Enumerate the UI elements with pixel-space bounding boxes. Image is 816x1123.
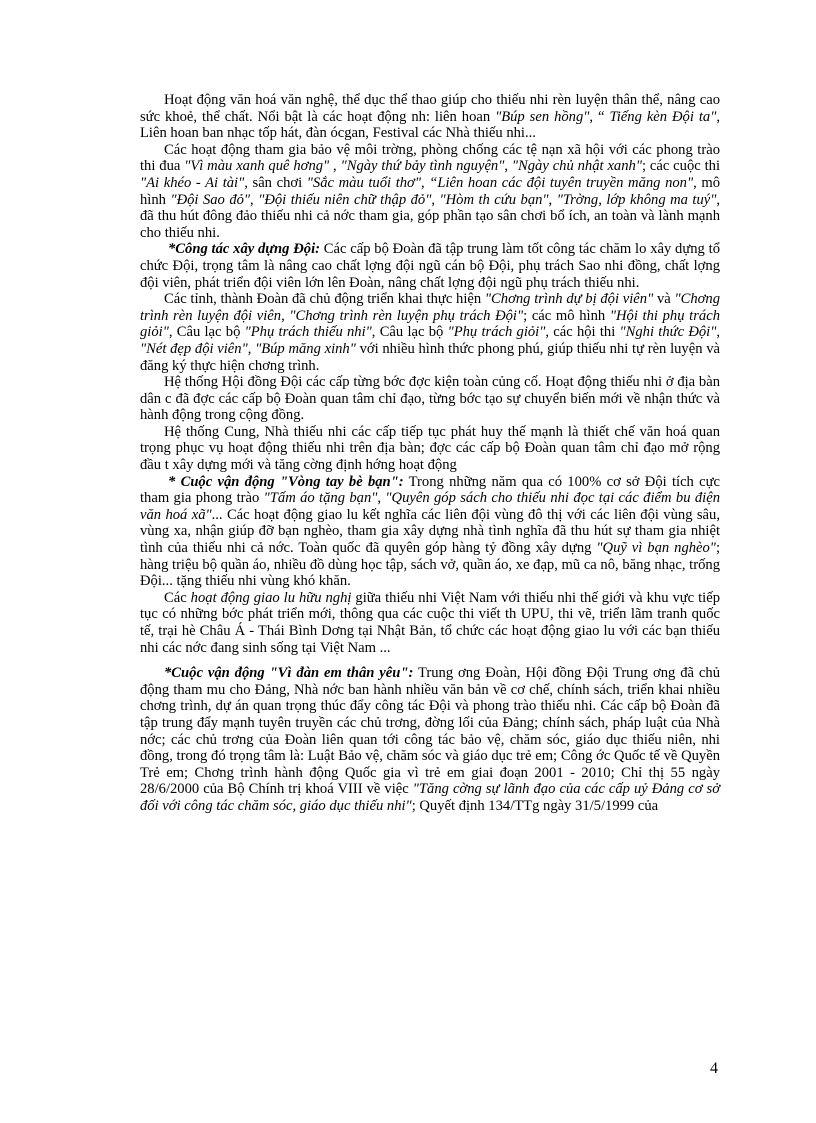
text-run: giữa thiếu nhi Việt Nam với thiếu nhi thế giới và khu vực tiếp tục có những bớc phát triển mới, thông qua các cuộc thi viết th UPU, thi vẽ, triển lãm tranh quốc tế, trại hè Châu Á - Thái Bình Dơng tại Nhật Bản, tổ chức các hoạt động giao lu với các bạn thiếu nhi các nớc đang sinh sống tại Việt Nam ... bbox=[140, 589, 721, 656]
text-run: "Ngày chủ nhật xanh" bbox=[511, 158, 642, 175]
text-run: hoạt động giao lu hữu nghị bbox=[190, 589, 352, 606]
text-run: , đã thu hút đông đảo thiếu nhi cả nớc tham gia, góp phần tạo sân chơi bổ ích, an toàn và lành mạnh cho thiếu nhi. bbox=[140, 191, 721, 241]
text-run: với nhiều hình thức phong phú, giúp thiếu nhi tự rèn luyện và đăng ký thực hiện chơng trình. bbox=[140, 340, 720, 374]
paragraph-p1 bbox=[140, 92, 720, 142]
paragraph-p8 bbox=[140, 590, 720, 656]
text-run: ; Quyết định 134/TTg ngày 31/5/1999 của bbox=[411, 797, 659, 814]
text-run: , Liên hoan ban nhạc tốp hát, đàn ócgan, Festival các Nhà thiếu nhi... bbox=[140, 108, 720, 142]
text-run: "Sắc màu tuổi thơ" bbox=[306, 174, 421, 191]
text-run: , các hội thi bbox=[545, 324, 620, 341]
text-run: Trung ơng Đoàn, Hội đồng Đội Trung ơng đã chủ động tham mu cho Đảng, Nhà nớc ban hành nhiều văn bản về cơ chế, chính sách, triển khai nhiều chơng trình, dự án quan trọng thúc đẩy công tác Đội và phong trào thiếu nhi. Các cấp bộ Đoàn đã tập trung đẩy mạnh tuyên truyền các chủ trơng, đờng lối của Đảng; chính sách, pháp luật của Nhà nớc; các chủ trơng của Đoàn liên quan tới công tác bảo vệ, chăm sóc, giáo dục thiếu niên, nhi đồng, trong đó trọng tâm là: Luật Bảo vệ, chăm sóc và giáo dục trẻ em; Công ớc Quốc tế về Quyền Trẻ em; Chơng trình hành động Quốc gia vì trẻ em giai đoạn 2001 - 2010; Chỉ thị 55 ngày 28/6/2000 của Bộ Chính trị khoá VIII về việc bbox=[140, 665, 720, 798]
text-run: "Phụ trách giỏi" bbox=[447, 324, 546, 341]
text-run: "Đội Sao đỏ" bbox=[170, 191, 251, 208]
text-run: ; các mô hình bbox=[523, 307, 610, 324]
text-run: , bbox=[504, 158, 512, 175]
text-run: , bbox=[420, 174, 430, 191]
text-run: , “ bbox=[589, 108, 610, 125]
paragraph-p6 bbox=[140, 424, 720, 474]
text-run: "Nghi thức Đội" bbox=[619, 324, 717, 341]
text-run: "Chơng trình dự bị đội viên" bbox=[484, 291, 654, 308]
text-run: , bbox=[377, 490, 386, 507]
text-run: , bbox=[250, 191, 259, 208]
text-run: , Câu lạc bộ bbox=[168, 324, 245, 341]
page-number: 4 bbox=[710, 1060, 718, 1077]
text-run: Các bbox=[164, 589, 191, 606]
text-run: "Ai khéo - Ai tài" bbox=[140, 174, 245, 191]
paragraph-p3 bbox=[140, 241, 720, 291]
text-run: và bbox=[653, 291, 675, 308]
text-run: "Búp măng xinh" bbox=[255, 340, 356, 357]
text-run: Các tỉnh, thành Đoàn đã chủ động triển khai thực hiện bbox=[164, 291, 485, 308]
text-run: "Vì màu xanh quê hơng" bbox=[184, 158, 330, 175]
text-run: Các cấp bộ Đoàn đã tập trung làm tốt công tác chăm lo xây dựng tổ chức Đội, trọng tâm là nâng cao chất lợng đội ngũ cán bộ Đội, phụ trách Sao nhi đồng, chất lợng đội viên, phát triển đội viên lớn lên Đoàn, nâng chất lợng đội ngũ phụ trách thiếu nhi. bbox=[140, 241, 720, 291]
text-run: "Trờng, lớp không ma tuý" bbox=[556, 191, 717, 208]
text-run: Hệ thống Hội đồng Đội các cấp từng bớc đợc kiện toàn củng cố. Hoạt động thiếu nhi ở địa bàn dân c đã đợc các cấp bộ Đoàn quan tâm chỉ đạo, từng bớc tạo sự chuyển biến mới về nhận thức và hành động trong cộng đồng. bbox=[140, 374, 720, 424]
text-run: "Hội thi phụ trách giỏi" bbox=[140, 307, 720, 341]
text-run: , bbox=[247, 340, 256, 357]
text-run: , sân chơi bbox=[244, 174, 307, 191]
text-run: , Câu lạc bộ bbox=[371, 324, 448, 341]
text-run: "Búp sen hồng" bbox=[495, 108, 590, 125]
text-run: , bbox=[329, 158, 341, 175]
text-run: "Quyên góp sách cho thiếu nhi đọc tại các điểm bu điện văn hoá xã" bbox=[140, 490, 720, 523]
text-run: "Tăng cờng sự lãnh đạo của các cấp uỷ Đảng cơ sở đối với công tác chăm sóc, giáo dục thiếu nhi" bbox=[140, 781, 721, 814]
paragraph-p2 bbox=[140, 142, 720, 242]
text-run: "Đội thiếu niên chữ thập đỏ" bbox=[258, 191, 432, 208]
section-heading: *Cuộc vận động "Vì đàn em thân yêu": bbox=[164, 665, 414, 682]
text-run: ... Các hoạt động giao lu kết nghĩa các liên đội vùng đô thị với các liên đội vùng sâu, vùng xa, nhận giúp đỡ bạn nghèo, tham gia xây dựng nhà tình nghĩa đã thu hút sự tham gia nhiệt tình của thiếu nhi cả nớc. Toàn quốc đã quyên góp hàng tỷ đồng xây dựng bbox=[140, 506, 720, 557]
paragraph-p5 bbox=[140, 374, 720, 424]
text-run: Trong những năm qua có 100% cơ sở Đội tích cực tham gia phong trào bbox=[140, 473, 720, 507]
text-run: "Nét đẹp đội viên" bbox=[140, 340, 248, 357]
paragraph-p4 bbox=[140, 291, 720, 374]
text-run: Hệ thống Cung, Nhà thiếu nhi các cấp tiếp tục phát huy thế mạnh là thiết chế văn hoá quan trọng phục vụ hoạt động thiếu nhi trên địa bàn; đợc các cấp bộ Đoàn quan tâm chỉ đạo mở rộng đầu t xây dựng mới và tăng cờng định hớng hoạt động bbox=[140, 423, 720, 474]
paragraph-p9 bbox=[140, 665, 720, 814]
text-run: "Quỹ vì bạn nghèo" bbox=[596, 540, 716, 557]
text-run: Hoạt động văn hoá văn nghệ, thể dục thể thao giúp cho thiếu nhi rèn luyện thân thể, nâng cao sức khoẻ, thể chất. Nổi bật là các hoạt động nh: liên hoan bbox=[140, 92, 720, 125]
section-heading: *Công tác xây dựng Đội: bbox=[168, 241, 320, 258]
text-run: "Phụ trách thiếu nhi" bbox=[244, 324, 372, 341]
text-run: "Ngày thứ bảy tình nguyện" bbox=[340, 158, 505, 175]
text-run: , mô hình bbox=[140, 174, 721, 208]
text-run: "Tấm áo tặng bạn" bbox=[263, 490, 378, 507]
text-run: Các hoạt động tham gia bảo vệ môi trờng, phòng chống các tệ nạn xã hội với các phong trào thi đua bbox=[140, 141, 720, 175]
text-run: ; các cuộc thi bbox=[641, 158, 721, 175]
text-run: “Liên hoan các đội tuyên truyền măng non" bbox=[429, 174, 694, 191]
text-run: , bbox=[431, 191, 440, 208]
text-run: ; hàng triệu bộ quần áo, nhiều đồ dùng học tập, sách vở, quần áo, xe đạp, mũ ca nô, băng nhạc, trống Đội... tặng thiếu nhi vùng khó khăn. bbox=[140, 540, 721, 590]
text-run: "Chơng trình rèn luyện đội viên, "Chơng trình rèn luyện phụ trách Đội" bbox=[140, 291, 721, 324]
text-run: , bbox=[548, 191, 557, 208]
section-heading: * Cuộc vận động "Vòng tay bè bạn": bbox=[168, 473, 404, 490]
text-run: "Hòm th cứu bạn" bbox=[439, 191, 549, 208]
paragraph-p7 bbox=[140, 474, 720, 590]
text-run: Tiếng kèn Đội ta" bbox=[609, 108, 717, 125]
text-run: , bbox=[716, 324, 720, 341]
document-body bbox=[140, 92, 720, 815]
